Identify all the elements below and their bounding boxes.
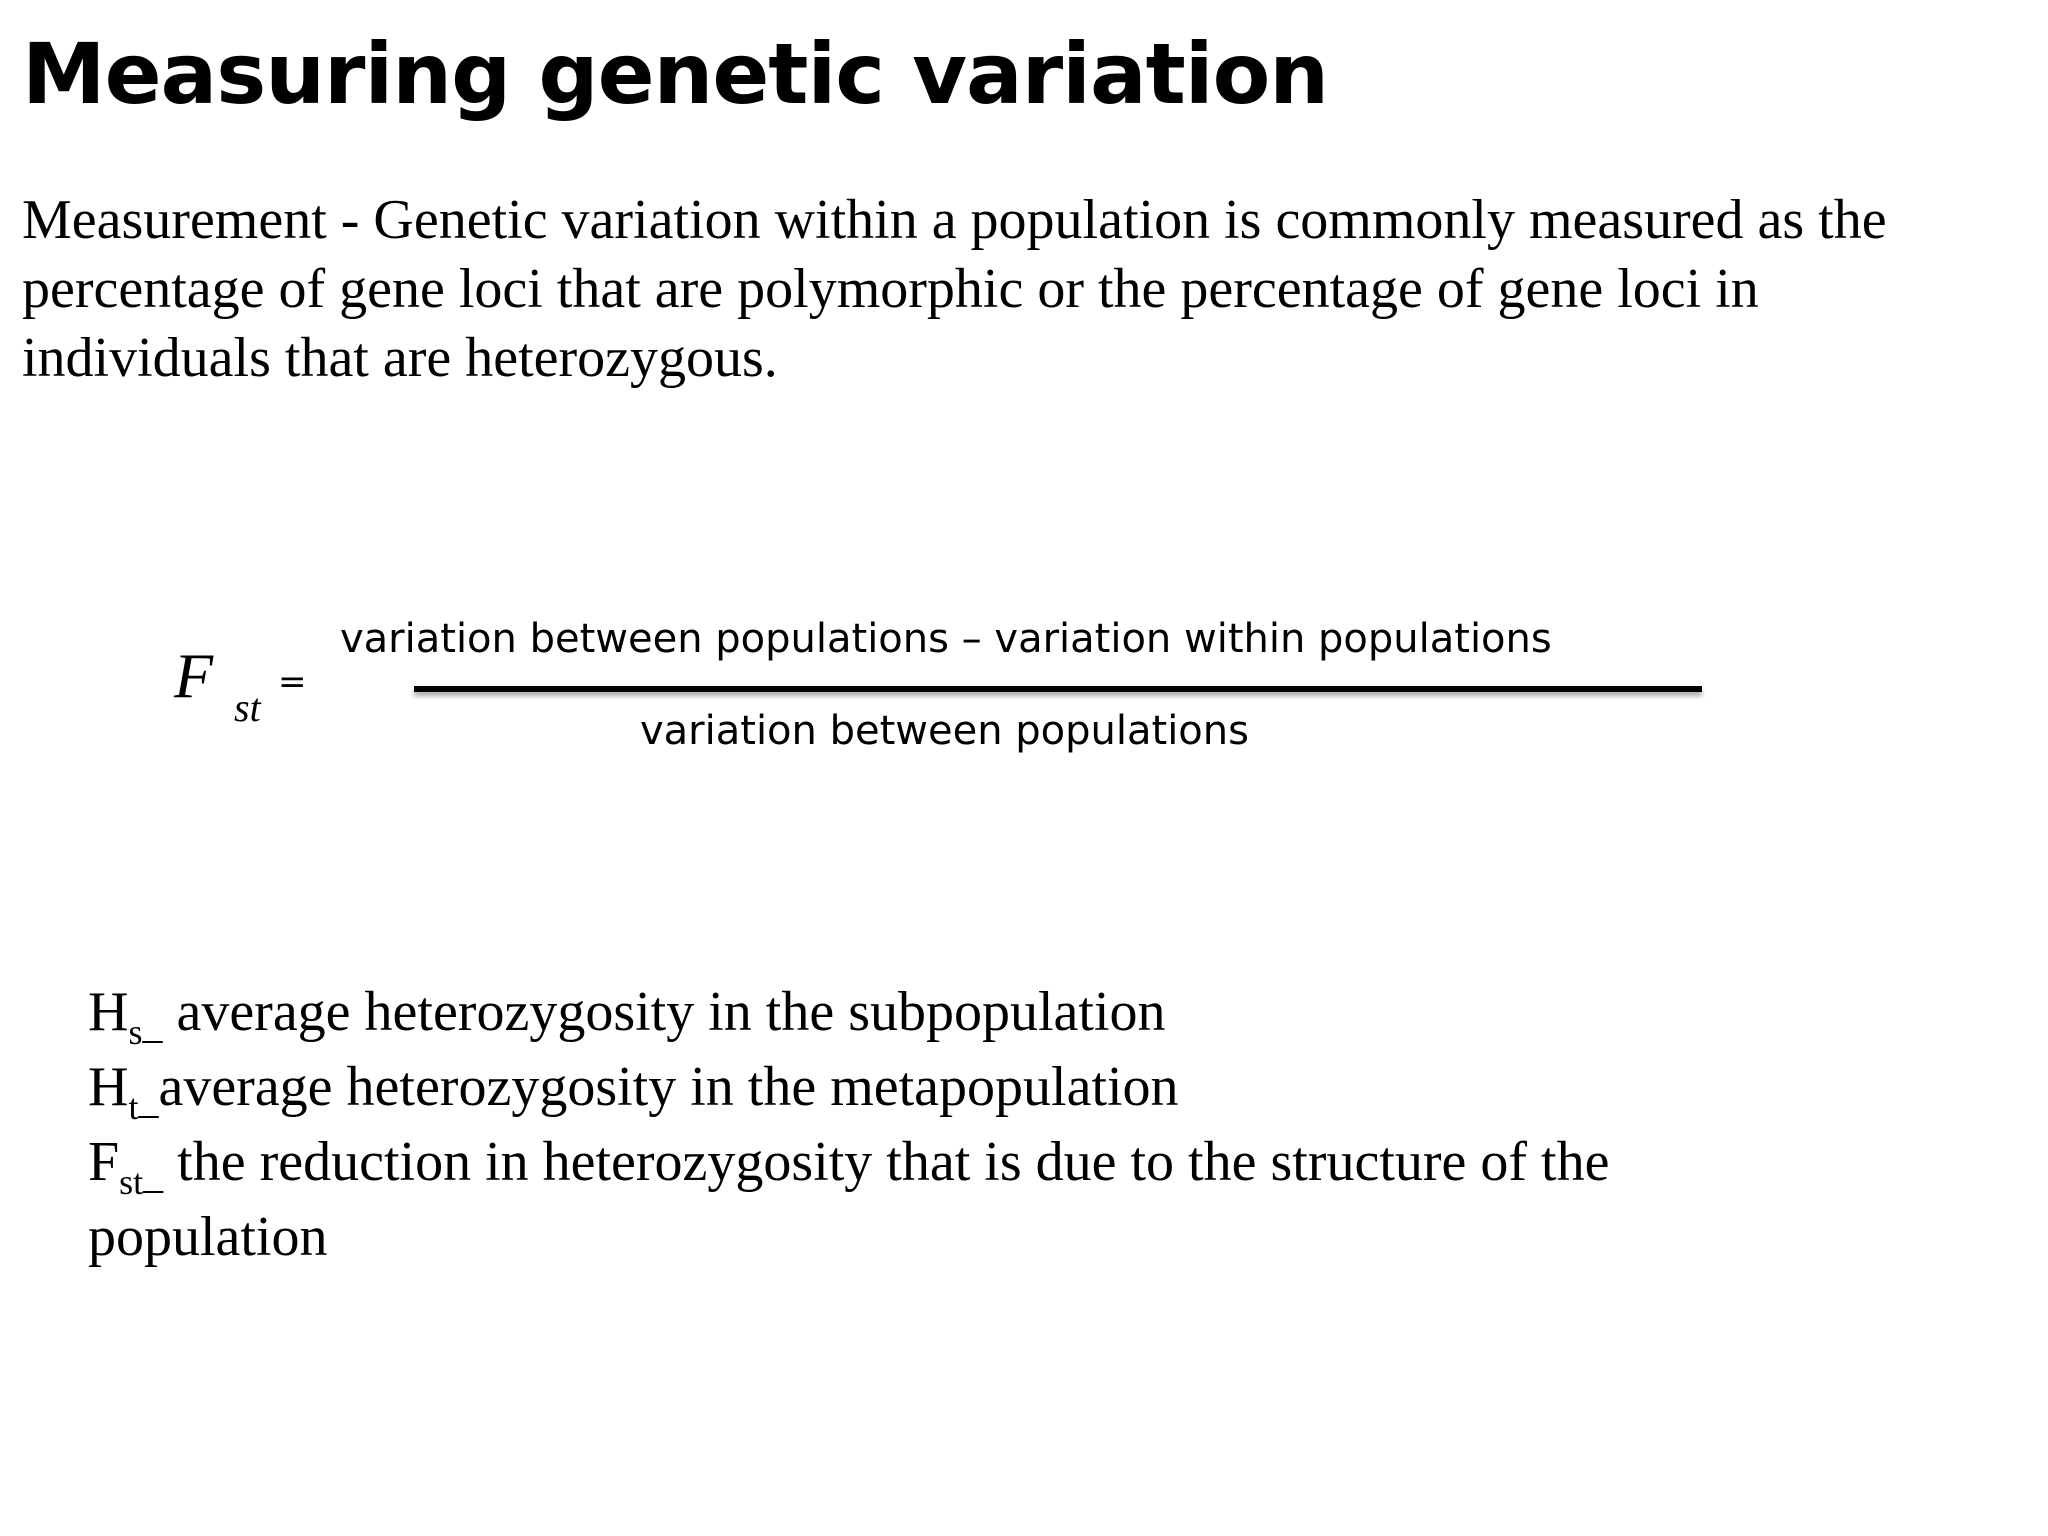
definition-ht	[88, 1053, 1728, 1128]
definition-subscript: st	[119, 1162, 144, 1202]
formula-numerator: variation between populations – variation within populations	[340, 616, 1552, 662]
fst-formula	[0, 600, 2048, 780]
definition-hs	[88, 978, 1728, 1053]
definition-separator: _	[138, 1077, 159, 1122]
definition-subscript: t	[128, 1087, 139, 1127]
formula-symbol: F	[174, 640, 214, 711]
fraction-bar	[414, 686, 1702, 692]
intro-paragraph: Measurement - Genetic variation within a population is commonly measured as the percentage of gene loci that are polymorphic or the percentage of gene loci in individuals that are heterozygous.	[22, 189, 1887, 389]
formula-denominator: variation between populations	[640, 708, 1249, 754]
definition-subscript: s	[128, 1012, 143, 1052]
definition-symbol	[88, 981, 163, 1052]
definition-symbol	[88, 1056, 159, 1127]
definition-symbol	[88, 1131, 164, 1202]
definition-symbol-letter: H	[88, 981, 129, 1043]
definition-text: average heterozygosity in the subpopulation	[162, 981, 1166, 1043]
formula-subscript: st	[234, 685, 261, 730]
definition-symbol-letter: H	[88, 1056, 129, 1118]
slide-title: Measuring genetic variation	[22, 25, 1329, 123]
formula-equals-sign: =	[278, 662, 307, 702]
definition-symbol-letter: F	[88, 1131, 120, 1193]
definition-separator: _	[142, 1002, 163, 1047]
definition-text: average heterozygosity in the metapopulation	[158, 1056, 1179, 1118]
definitions-list	[88, 978, 1728, 1272]
definition-text: the reduction in heterozygosity that is due to the structure of the population	[88, 1131, 1610, 1268]
definition-fst	[88, 1128, 1728, 1272]
definition-separator: _	[143, 1152, 164, 1197]
